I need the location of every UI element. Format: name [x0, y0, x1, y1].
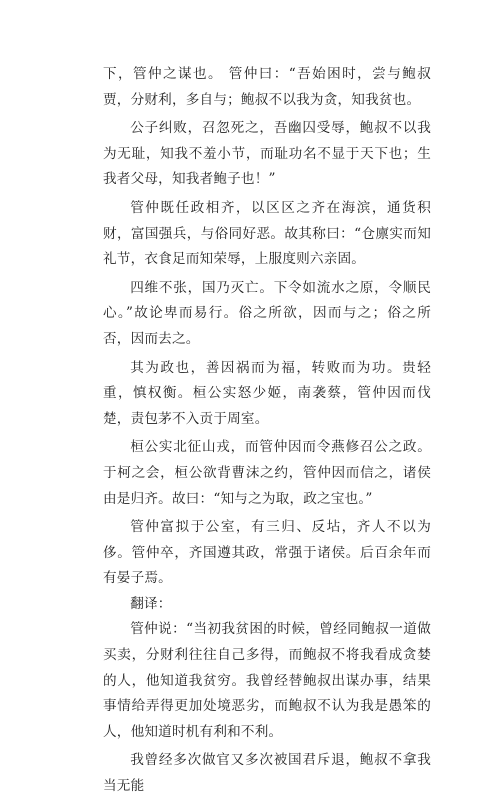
paragraph-3: 管仲既任政相齐，以区区之齐在海滨，通货积财，富国强兵，与俗同好恶。故其称曰：“仓廪实而知礼节，衣食足而知荣辱，上服度则六亲固。	[103, 199, 431, 268]
paragraph-1: 下，管仲之谋也。 管仲曰：“吾始困时，尝与鲍叔贾，分财利，多自与；鲍叔不以我为贪，知我贫也。	[103, 66, 431, 108]
translation-heading: 翻译：	[130, 595, 172, 612]
translation-paragraph-2: 我曾经多次做官又多次被国君斥退，鲍叔不拿我当无能	[103, 752, 431, 795]
paragraph-4: 四维不张，国乃灭亡。下令如流水之原，令顺民心。”故论卑而易行。俗之所欲，因而与之；俗之所否，因而去之。	[103, 279, 431, 347]
paragraph-5: 其为政也，善因祸而为福，转败而为功。贵轻重，慎权衡。桓公实怒少姬，南袭蔡，管仲因而伐楚，责包茅不入贡于周室。	[103, 359, 431, 427]
paragraph-6: 桓公实北征山戎，而管仲因而令燕修召公之政。于柯之会，桓公欲背曹沫之约，管仲因而信之，诸侯由是归齐。故曰：“知与之为取，政之宝也。”	[103, 439, 431, 507]
article-body	[103, 62, 431, 800]
paragraph-2: 公子纠败，召忽死之，吾幽囚受辱，鲍叔不以我为无耻，知我不羞小节，而耻功名不显于天下也；生我者父母，知我者鲍子也！”	[103, 120, 431, 188]
paragraph-7: 管仲富拟于公室，有三归、反坫，齐人不以为侈。管仲卒，齐国遵其政，常强于诸侯。后百余年而有晏子焉。	[103, 519, 431, 587]
translation-paragraph-1: 管仲说：“当初我贫困的时候，曾经同鲍叔一道做买卖，分财利往往自己多得，而鲍叔不将我看成贪婪的人，他知道我贫穷。我曾经替鲍叔出谋办事，结果事情给弄得更加处境恶劣，而鲍叔不认为我是愚笨的人，他知道时机有利和不利。	[103, 621, 431, 740]
